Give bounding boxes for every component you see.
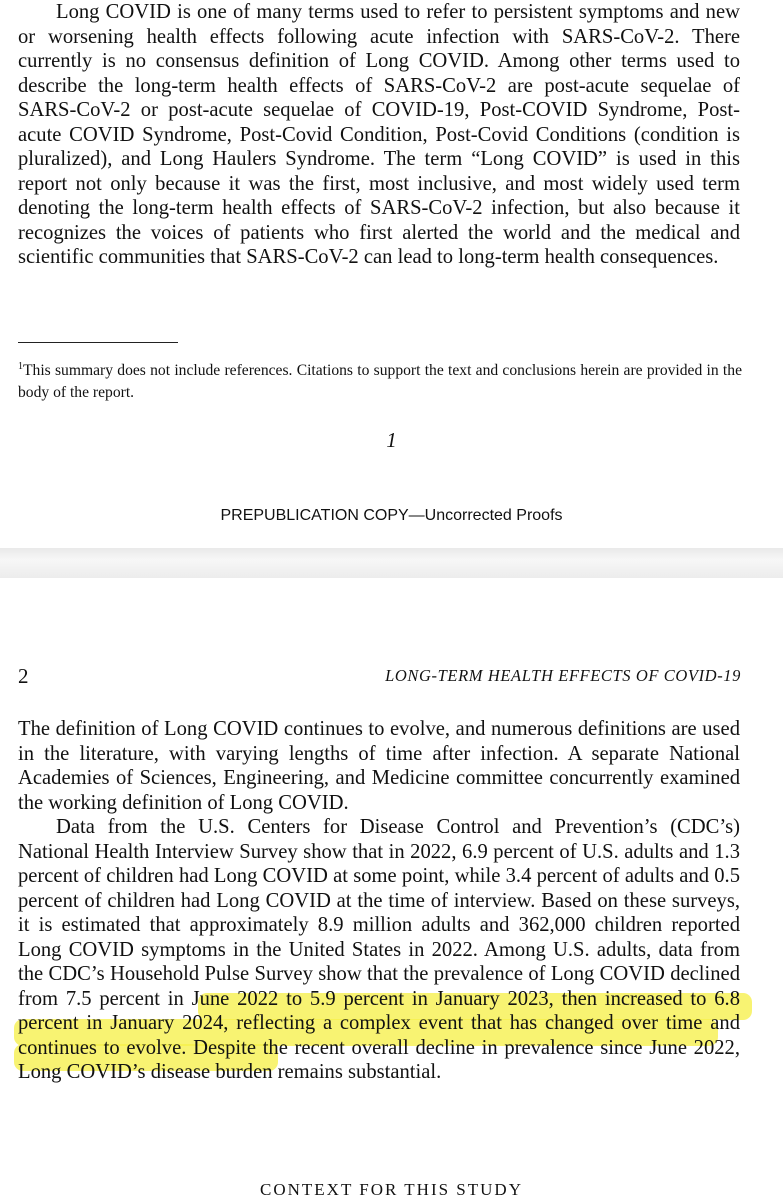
footnote (18, 356, 742, 404)
footnote-text: This summary does not include references. Citations to support the text and conclusions herein are provided in the body of the report. (18, 362, 742, 401)
footnote-rule (18, 342, 178, 343)
page-2 (0, 578, 783, 1200)
page-number-2: 2 (18, 664, 29, 688)
next-section-heading: CONTEXT FOR THIS STUDY (260, 1180, 523, 1199)
page-separator (0, 548, 783, 578)
page-1 (0, 0, 783, 548)
summary-paragraph: Long COVID is one of many terms used to refer to persistent symptoms and new or worsening health effects following acute infection with SARS-CoV-2. There currently is no consensus definition of Long COVID. Among other terms used to describe the long-term health effects of SARS-CoV-2 are post-acute sequelae of SARS-CoV-2 or post-acute sequelae of COVID-19, Post-COVID Syndrome, Post-acute COVID Syndrome, Post-Covid Condition, Post-Covid Conditions (condition is pluralized), and Long Haulers Syndrome. The term “Long COVID” is used in this report not only because it was the first, most inclusive, and most widely used term denoting the long-term health effects of SARS-CoV-2 infection, but also because it recognizes the voices of patients who first alerted the world and the medical and scientific communities that SARS-CoV-2 can lead to long-term health consequences. (18, 1, 740, 268)
footnote-marker: 1 (18, 361, 23, 372)
prevalence-paragraph: Data from the U.S. Centers for Disease Control and Prevention’s (CDC’s) National Health Interview Survey show that in 2022, 6.9 percent of U.S. adults and 1.3 percent of children had Long COVID at some point, while 3.4 percent of adults and 0.5 percent of children had Long COVID at the time of interview. Based on these surveys, it is estimated that approximately 8.9 million adults and 362,000 children reported Long COVID symptoms in the United States in 2022. Among U.S. adults, data from the CDC’s Household Pulse Survey show that the prevalence of Long COVID declined from 7.5 percent in June 2022 to 5.9 percent in January 2023, then increased to 6.8 percent in January 2024, reflecting a complex event that has changed over time and continues to evolve. Despite the recent overall decline in prevalence since June 2022, Long COVID’s disease burden remains substantial. (18, 816, 740, 1083)
prepublication-label: PREPUBLICATION COPY—Uncorrected Proofs (220, 507, 563, 524)
running-head: LONG-TERM HEALTH EFFECTS OF COVID-19 (385, 666, 741, 685)
page-number-1: 1 (386, 428, 397, 452)
definition-paragraph: The definition of Long COVID continues to evolve, and numerous definitions are used in the literature, with varying lengths of time after infection. A separate National Academies of Sciences, Engineering, and Medicine committee concurrently examined the working definition of Long COVID. (18, 718, 740, 814)
